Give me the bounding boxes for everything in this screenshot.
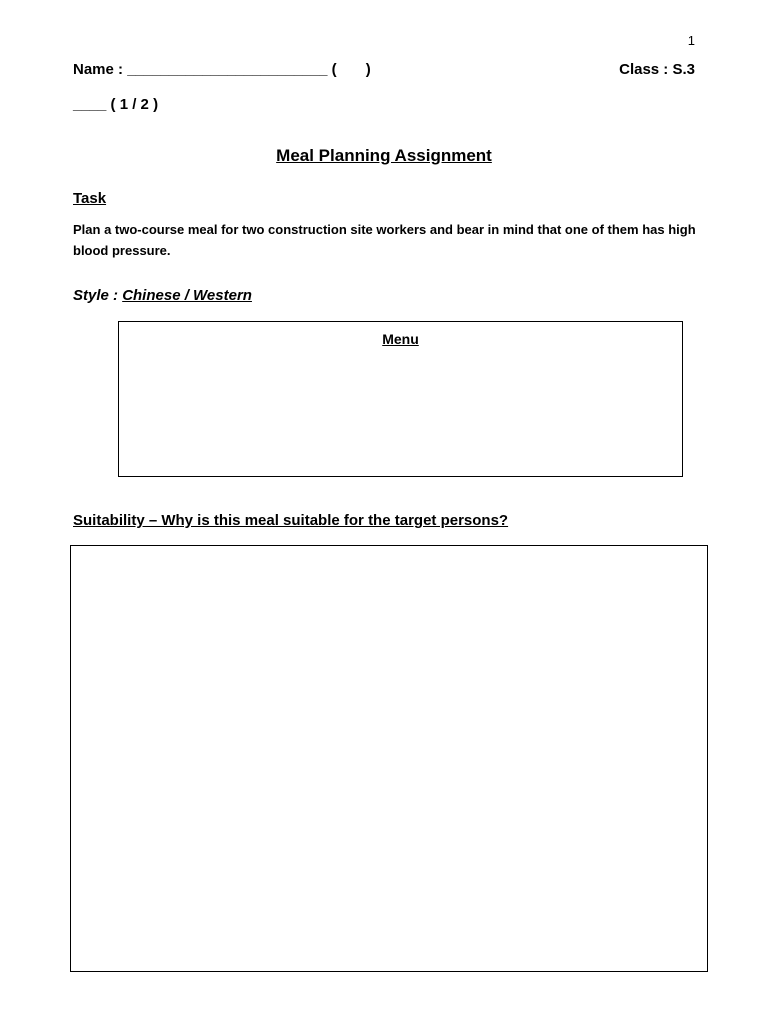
name-blank[interactable]: ________________________: [127, 61, 328, 78]
suitability-heading: Suitability – Why is this meal suitable for the target persons?: [73, 512, 509, 529]
task-heading: Task: [73, 190, 107, 207]
group-options: ( 1 / 2 ): [110, 96, 159, 113]
name-label: Name :: [73, 61, 124, 78]
task-text: Plan a two-course meal for two construction site workers and bear in mind that one of them has high blood pressure.: [73, 222, 696, 258]
style-row: [73, 287, 252, 304]
name-row: [73, 61, 371, 78]
class-row: [619, 61, 695, 78]
page-title: Meal Planning Assignment: [276, 146, 492, 165]
class-number-close: ): [365, 61, 371, 78]
style-label: Style :: [73, 287, 119, 304]
class-number-open: (: [331, 61, 337, 78]
group-blank[interactable]: ____: [73, 96, 107, 113]
group-row: [73, 96, 158, 113]
style-options: Chinese / Western: [122, 287, 252, 304]
suitability-answer-box[interactable]: [70, 545, 708, 972]
page-number: 1: [687, 33, 695, 48]
class-label: Class :: [619, 61, 669, 78]
class-value: S.3: [672, 61, 695, 78]
menu-heading: Menu: [382, 331, 419, 347]
menu-box[interactable]: [118, 321, 683, 477]
